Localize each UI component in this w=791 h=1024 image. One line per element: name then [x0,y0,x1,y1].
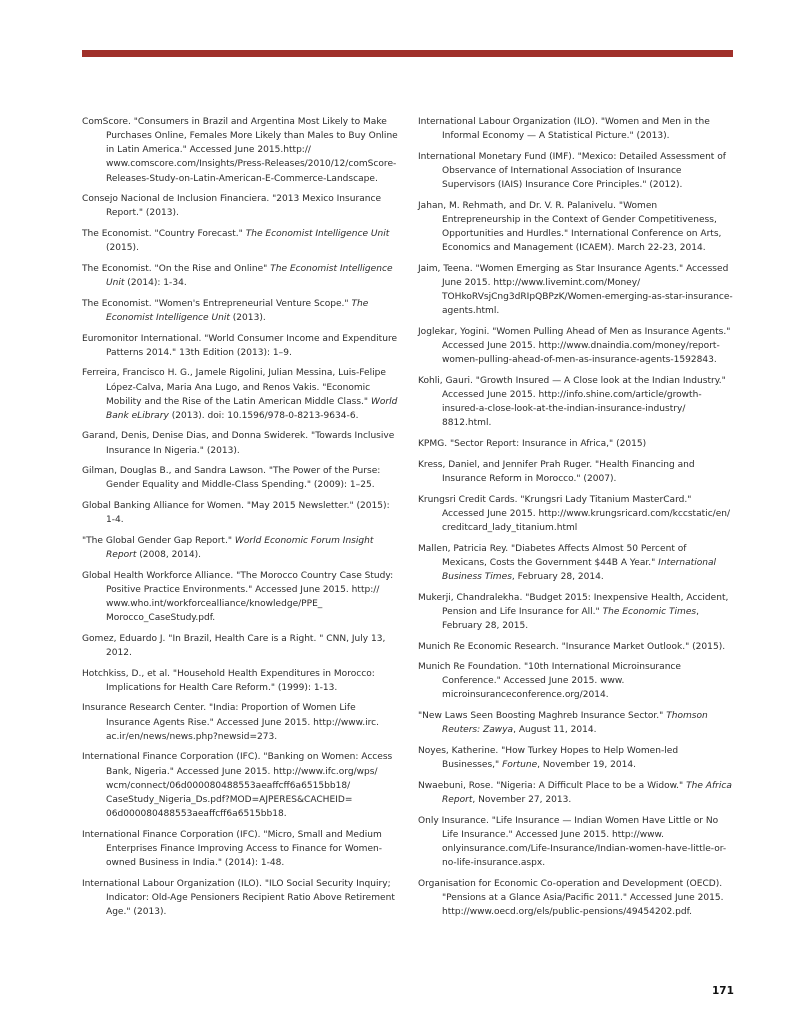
reference-entry [418,437,734,451]
reference-details: , November 19, 2014. [537,760,636,771]
reference-entry [82,877,400,919]
reference-text: Hotchkiss, D., et al. "Household Health Expenditures in Morocco: Implications for Health Care Reform." (1999): 1-13. [82,668,375,693]
reference-entry [82,828,400,870]
reference-text: ComScore. "Consumers in Brazil and Argentina Most Likely to Make Purchases Online, Females More Likely than Males to Buy Online in Latin America." Accessed June 2015.http://​www.comscore.com/​Insights/​Press-Releases/​2010/​12/​comScore-Releases-Study-on-Latin-American-E-Commerce-Landscape. [82,117,398,184]
reference-entry [418,660,734,702]
reference-publication: The Economist Intelligence Unit [106,298,369,323]
reference-text: Gilman, Douglas B., and Sandra Lawson. "The Power of the Purse: Gender Equality and Middle-Class Spending." (2009): 1–25. [82,466,381,491]
reference-text: Ferreira, Francisco H. G., Jamele Rigolini, Julian Messina, Luis-Felipe López-Calva, Maria Ana Lugo, and Renos Vakis. "Economic Mobility and the Rise of the Latin American Middle Class." [82,368,386,407]
reference-details: (2008, 2014). [136,550,202,561]
references-right-column [418,115,734,926]
reference-text: Consejo Nacional de Inclusion Financiera. "2013 Mexico Insurance Report." (2013). [82,194,382,219]
reference-entry [418,591,734,633]
reference-entry [418,877,734,919]
reference-entry [418,709,734,737]
reference-text: Insurance Research Center. "India: Proportion of Women Life Insurance Agents Rise." Accessed June 2015. http://​www.irc.​ac.ir/​en/​news/​news.php?newsid=273. [82,703,379,742]
reference-text: International Finance Corporation (IFC). "Micro, Small and Medium Enterprises Finance Improving Access to Finance for Women-owned Business in India." (2014): 1-48. [82,829,383,869]
reference-text: "The Global Gender Gap Report." [82,535,235,546]
reference-entry [82,332,400,360]
reference-details: (2015). [106,243,139,254]
reference-publication: World Bank eLibrary [106,396,398,421]
reference-text: Joglekar, Yogini. "Women Pulling Ahead of Men as Insurance Agents." Accessed June 2015. http://​www.dnaindia.com/​money/​report-women-pulling-ahead-of-men-as-insurance-agents-1592843. [418,327,731,366]
reference-text: International Labour Organization (ILO). "Women and Men in the Informal Economy — A Statistical Picture." (2013). [418,117,710,142]
reference-entry [418,814,734,871]
reference-publication: International Business Times [442,557,717,582]
reference-entry [418,779,734,807]
reference-text: Global Health Workforce Alliance. "The Morocco Country Case Study: Positive Practice Environments." Accessed June 2015. http://​www.who.int/​workforcealliance/​knowledge/​PPE_​Morocco_CaseStudy.pdf. [82,570,394,624]
reference-details: (2014): 1-34. [124,278,187,289]
reference-details: , August 11, 2014. [513,725,597,736]
reference-publication: World Economic Forum Insight Report [106,535,374,561]
reference-entry [82,632,400,660]
reference-text: Mukerji, Chandralekha. "Budget 2015: Inexpensive Health, Accident, Pension and Life Insurance for All." [418,592,729,617]
reference-text: "New Laws Seen Boosting Maghreb Insurance Sector." [418,711,667,722]
reference-entry [418,325,734,367]
reference-text: The Economist. "On the Rise and Online" [82,263,271,274]
reference-entry [418,744,734,772]
reference-text: KPMG. "Sector Report: Insurance in Africa," (2015) [418,439,647,450]
reference-entry [82,569,400,626]
reference-text: Nwaebuni, Rose. "Nigeria: A Difficult Place to be a Widow." [418,780,687,791]
reference-publication: The Economic Times [602,606,697,617]
reference-entry [418,115,734,143]
reference-text: Mallen, Patricia Rey. "Diabetes Affects Almost 50 Percent of Mexicans, Costs the Government $44B A Year." [418,543,687,568]
reference-text: Only Insurance. "Life Insurance — Indian Women Have Little or No Life Insurance." Accessed June 2015. http://​www.​onlyinsurance.com/​Life-Insurance/​Indian-women-have-little-or-no-life-insurance.aspx. [418,815,727,869]
reference-text: Organisation for Economic Co-operation and Development (OECD). "Pensions at a Glance Asia/Pacific 2011." Accessed June 2015. http://​www.oecd.org/​els/​public-pensions/​49454202.pdf. [418,878,724,917]
reference-entry [82,429,400,457]
reference-entry [418,542,734,584]
page-number: 171 [712,985,734,997]
reference-text: Global Banking Alliance for Women. "May 2015 Newsletter." (2015): 1-4. [82,501,390,526]
reference-publication: Thomson Reuters: Zawya [442,711,708,736]
reference-entry [82,534,400,562]
reference-entry [418,199,734,256]
reference-text: International Monetary Fund (IMF). "Mexico: Detailed Assessment of Observance of International Association of Insurance Supervisors (IAIS) Insurance Core Principles." (2012). [418,151,726,191]
reference-entry [418,374,734,431]
reference-entry [418,150,734,192]
reference-text: Munich Re Foundation. "10th International Microinsurance Conference." Accessed June 2015. www.​microinsuranceconference.org/​2014. [418,662,681,701]
reference-text: Jahan, M. Rehmath, and Dr. V. R. Palanivelu. "Women Entrepreneurship in the Context of Gender Competitiveness, Opportunities and Hurdles." International Conference on Arts, Economics and Management (ICAEM). March 22-23, 2014. [418,200,722,254]
reference-entry [82,667,400,695]
reference-details: (2013). [229,312,266,323]
reference-entry [82,499,400,527]
reference-text: International Finance Corporation (IFC). "Banking on Women: Access Bank, Nigeria." Accessed June 2015. http://​www.ifc.org/​wps/​wcm/​connect/​06d000080488553aeaffcff6a6515bb18/​CaseStudy_​Nigeria_Ds.pdf?MOD=AJPERES&CACHEID=​06d000080488553aeaffcff6a6515bb18. [82,752,393,820]
reference-entry [82,464,400,492]
top-rule [82,50,733,57]
reference-entry [82,366,400,423]
reference-publication: The Economist Intelligence Unit [106,263,393,289]
reference-details: , February 28, 2014. [511,571,604,582]
reference-publication: The Africa Report [442,780,732,805]
reference-entry [82,750,400,821]
reference-entry [82,115,400,186]
reference-entry [82,701,400,743]
reference-entry [418,640,734,654]
reference-text: Munich Re Economic Research. "Insurance Market Outlook." (2015). [418,641,726,652]
reference-text: Jaim, Teena. "Women Emerging as Star Insurance Agents." Accessed June 2015. http://​www.livemint.com/​Money/​TOHkoRVsjCng3dRIpQBPzK/​Women-emerging-as-star-insurance-agents.html. [418,263,733,317]
reference-entry [82,262,400,290]
reference-text: Krungsri Credit Cards. "Krungsri Lady Titanium MasterCard." Accessed June 2015. http://​www.krungsricard.com/​kccstatic/​en/​creditcard_lady_titanium.html [418,494,731,533]
reference-details: (2013). doi: 10.1596/978-0-8213-9634-6. [168,410,359,421]
reference-entry [418,458,734,486]
reference-entry [82,192,400,220]
reference-text: Euromonitor International. "World Consumer Income and Expenditure Patterns 2014." 13th Edition (2013): 1–9. [82,333,398,358]
reference-entry [418,262,734,319]
reference-text: Gomez, Eduardo J. "In Brazil, Health Care is a Right. " CNN, July 13, 2012. [82,633,386,658]
reference-text: Kress, Daniel, and Jennifer Prah Ruger. "Health Financing and Insurance Reform in Morocco." (2007). [418,459,695,484]
reference-publication: The Economist Intelligence Unit [245,229,390,240]
reference-details: , February 28, 2015. [442,606,699,631]
reference-publication: Fortune [502,760,538,771]
reference-text: The Economist. "Country Forecast." [82,229,246,240]
reference-text: The Economist. "Women's Entrepreneurial Venture Scope." [82,298,352,309]
reference-text: Kohli, Gauri. "Growth Insured — A Close look at the Indian Industry." Accessed June 2015. http://​info.shine.com/​article/​growth-insured-a-close-look-at-the-indian-insurance-industry/​8812.html. [418,376,726,429]
references-left-column [82,115,400,926]
reference-text: Noyes, Katherine. "How Turkey Hopes to Help Women-led Businesses," [418,745,679,771]
reference-details: , November 27, 2013. [472,794,572,805]
reference-text: International Labour Organization (ILO). "ILO Social Security Inquiry; Indicator: Old-Age Pensioners Recipient Ratio Above Retirement Age." (2013). [82,878,395,917]
reference-entry [82,297,400,325]
reference-entry [82,227,400,255]
reference-entry [418,493,734,535]
reference-text: Garand, Denis, Denise Dias, and Donna Swiderek. "Towards Inclusive Insurance In Nigeria." (2013). [82,431,395,456]
